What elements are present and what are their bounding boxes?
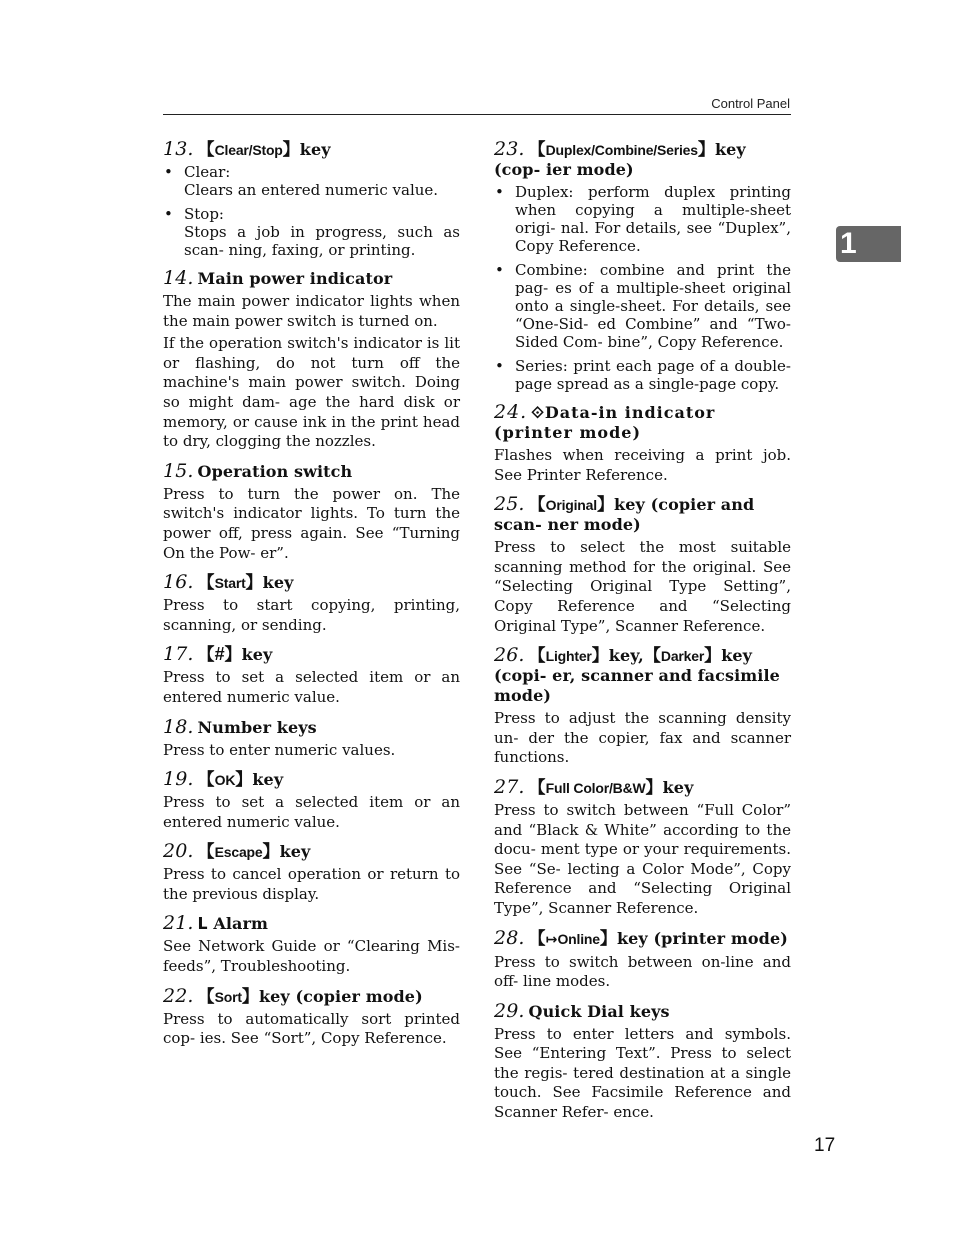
item-title: 24. ⟐Data-in indicator (printer mode) <box>494 401 716 442</box>
paragraph: Press to switch between on-line and off- line modes. <box>494 952 791 991</box>
item-24 <box>494 402 791 485</box>
paragraph: Press to start copying, printing, scanning, or sending. <box>163 596 460 634</box>
item-22 <box>163 986 460 1049</box>
paragraph: Press to switch between “Full Color” and “Black & White” according to the docu- ment type or your requirements. See “Se- lecting a Color Mode”, Copy Reference and “Selecting Original Type”, Scanner Reference. <box>494 800 791 917</box>
alarm-icon: ᒪ <box>197 914 208 934</box>
item-29 <box>494 1001 791 1123</box>
item-title: 15. Operation switch <box>163 459 353 482</box>
paragraph: Press to cancel operation or return to the previous display. <box>163 865 460 903</box>
paragraph: Press to enter numeric values. <box>163 740 396 759</box>
key-name: Full Color/B&W <box>545 779 646 796</box>
chapter-tab: 1 <box>836 226 901 262</box>
paragraph: Press to select the most suitable scanning method for the original. See “Selecting Original Type Setting”, Copy Reference and “Selecting Original Type”, Scanner Reference. <box>494 538 791 635</box>
list-item: • Stop: Stops a job in progress, such as scan- ning, faxing, or printing. <box>163 205 460 259</box>
page-number: 17 <box>814 1135 836 1156</box>
item-23 <box>494 139 791 393</box>
item-title: 17. 【#】key <box>163 643 273 666</box>
left-column <box>163 139 460 1058</box>
item-25 <box>494 494 791 636</box>
key-name: Start <box>214 575 246 592</box>
right-column <box>494 139 791 1132</box>
key-name: Lighter <box>545 648 592 665</box>
item-21 <box>163 913 460 976</box>
paragraph: Flashes when receiving a print job. See Printer Reference. <box>494 446 791 484</box>
item-title: 27. 【Full Color/B&W】key <box>494 775 694 798</box>
paragraph: The main power indicator lights when the main power switch is turned on. <box>163 292 460 330</box>
list-item: • Clear: Clears an entered numeric value. <box>163 163 460 199</box>
key-name: Escape <box>214 844 263 861</box>
bullet-list <box>494 183 791 393</box>
key-name: Sort <box>214 988 242 1005</box>
item-title: 20. 【Escape】key <box>163 840 311 863</box>
item-title: 23. 【Duplex/Combine/Series】key (cop- ier mode) <box>494 138 746 179</box>
key-name: OK <box>214 772 236 789</box>
item-title: 14. Main power indicator <box>163 267 393 289</box>
paragraph: Press to set a selected item or an entered numeric value. <box>163 793 460 831</box>
online-arrow-icon: ↦ <box>545 931 558 948</box>
item-title: 29. Quick Dial keys <box>494 999 670 1022</box>
item-title: 13. 【Clear/Stop】key <box>163 138 331 160</box>
item-19 <box>163 769 460 832</box>
item-title: 26. 【Lighter】key,【Darker】key (copi- er, scanner and facsimile mode) <box>494 644 780 706</box>
hash-key-icon: # <box>214 644 225 665</box>
bullet-list <box>163 163 460 259</box>
header-rule <box>163 114 791 115</box>
key-name: Darker <box>660 648 705 665</box>
paragraph: Press to automatically sort printed cop- ies. See “Sort”, Copy Reference. <box>163 1009 460 1048</box>
list-item: • Combine: combine and print the pag- es of a multiple-sheet original onto a single-sheet. For details, see “One-Sid- ed Combine” and “Two-Sided Com- bine”, Copy Reference. <box>494 261 791 351</box>
paragraph: Press to adjust the scanning density un- der the copier, fax and scanner functions. <box>494 709 791 767</box>
paragraph: See Network Guide or “Clearing Mis- feeds”, Troubleshooting. <box>163 937 460 976</box>
item-title: 18. Number keys <box>163 715 317 738</box>
key-name: Clear/Stop <box>214 142 283 158</box>
item-26 <box>494 645 791 768</box>
list-item: • Series: print each page of a double- page spread as a single-page copy. <box>494 357 791 393</box>
key-name: Original <box>545 497 597 514</box>
running-header: Control Panel <box>711 96 790 111</box>
item-28 <box>494 928 791 992</box>
key-name: Duplex/Combine/Series <box>545 142 698 158</box>
item-16 <box>163 572 460 635</box>
item-27 <box>494 777 791 919</box>
paragraph: Press to set a selected item or an entered numeric value. <box>163 668 460 706</box>
item-title: 25. 【Original】key (copier and scan- ner mode) <box>494 493 755 535</box>
paragraph: If the operation switch's indicator is lit or flashing, do not turn off the machine's main power switch. Doing so might dam- age the hard disk or memory, or cause ink in the print head to dry, clogging the nozzles. <box>163 334 460 451</box>
item-13 <box>163 139 460 259</box>
key-name: Online <box>557 930 600 947</box>
paragraph: Press to turn the power on. The switch's indicator lights. To turn the power off, press again. See “Turning On the Pow- er”. <box>163 484 460 562</box>
item-14 <box>163 268 460 452</box>
item-17 <box>163 644 460 707</box>
item-title: 16. 【Start】key <box>163 571 294 594</box>
list-item: • Duplex: perform duplex printing when copying a multiple-sheet origi- nal. For details, see “Duplex”, Copy Reference. <box>494 183 791 255</box>
paragraph: Press to enter letters and symbols. See “Entering Text”. Press to select the regis- tered destination at a single touch. See Facsimile Reference and Scanner Refer- ence. <box>494 1024 791 1122</box>
item-20 <box>163 841 460 904</box>
data-in-icon: ⟐ <box>531 403 545 422</box>
item-title: 22. 【Sort】key (copier mode) <box>163 984 423 1007</box>
item-title: 28. 【↦Online】key (printer mode) <box>494 926 788 949</box>
item-title: 19. 【OK】key <box>163 768 284 791</box>
item-18 <box>163 717 460 761</box>
item-title: 21. ᒪ Alarm <box>163 912 269 935</box>
item-15 <box>163 461 460 563</box>
